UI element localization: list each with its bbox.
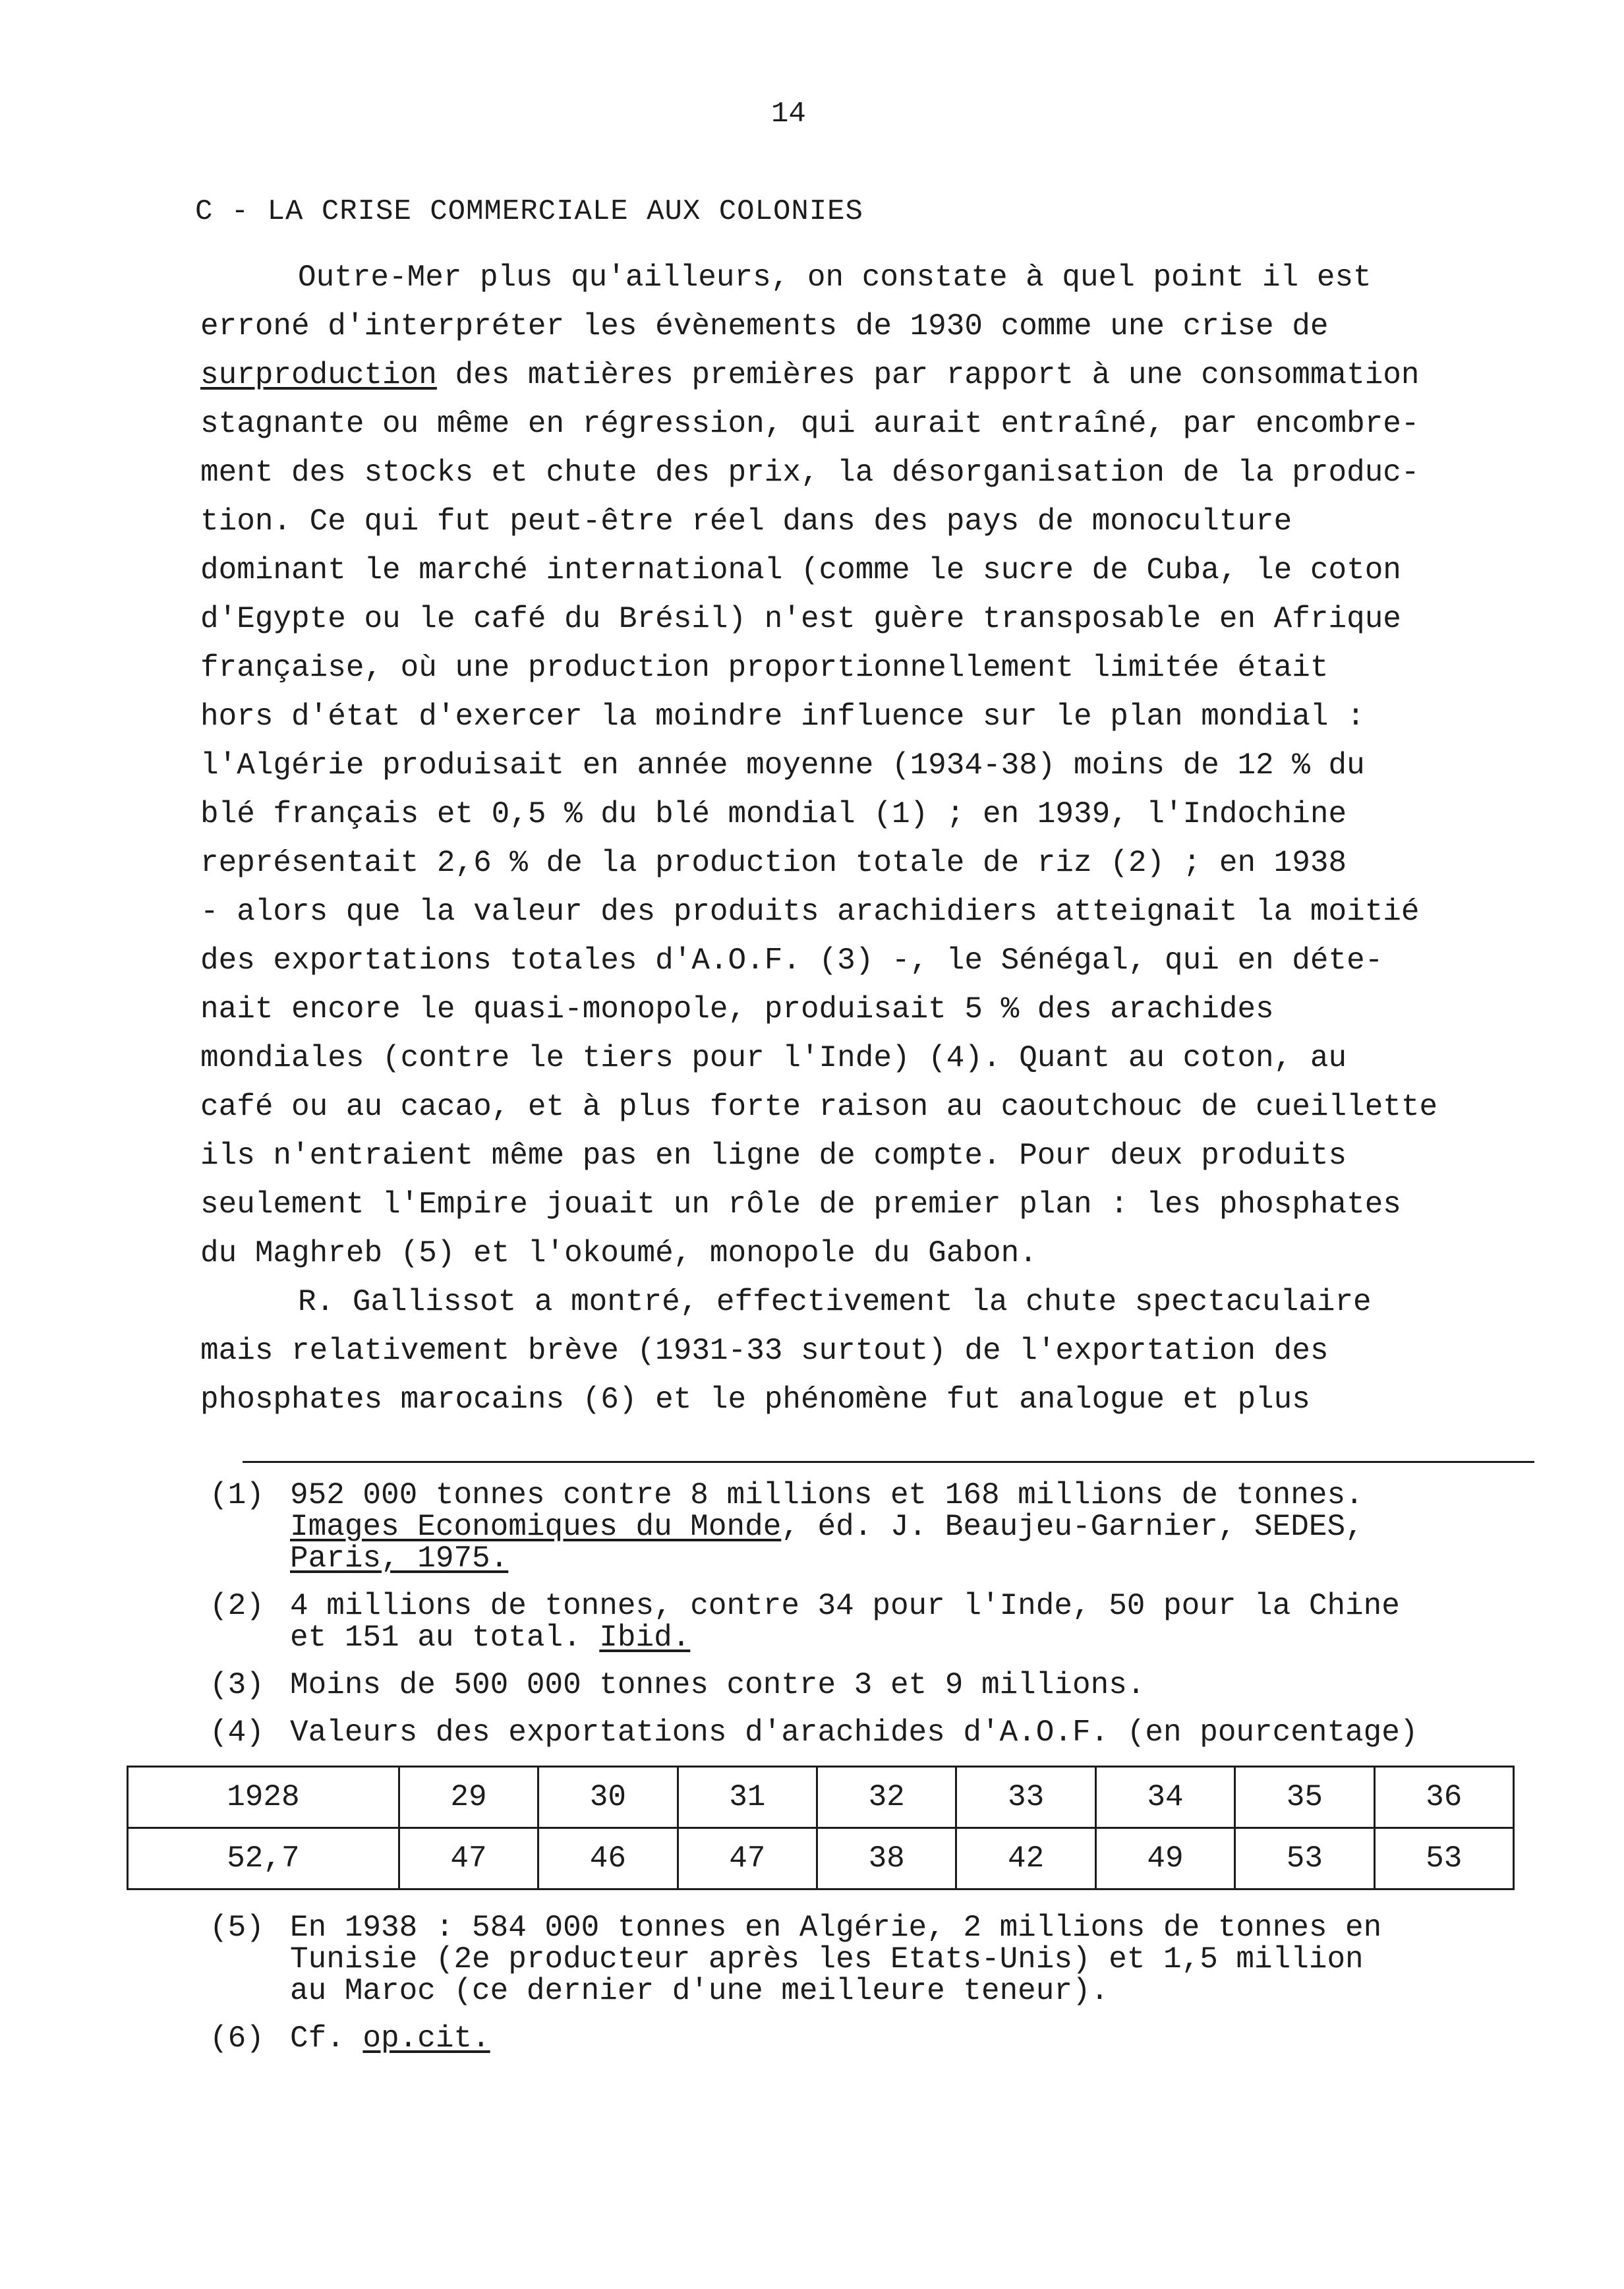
table-cell-value: 47 — [678, 1828, 817, 1889]
text-line: blé français et 0,5 % du blé mondial (1) ; en 1939, l'Indochine — [200, 797, 1347, 831]
footnote-text: au Maroc (ce dernier d'une meilleure teneur). — [290, 1974, 1109, 2008]
text-line: ils n'entraient même pas en ligne de compte. Pour deux produits — [200, 1139, 1347, 1173]
text-line: erroné d'interpréter les évènements de 1930 comme une crise de — [200, 309, 1329, 343]
text-line: française, où une production proportionnellement limitée était — [200, 651, 1329, 685]
text-line: mondiales (contre le tiers pour l'Inde) (4). Quant au coton, au — [200, 1041, 1347, 1075]
text-line: - alors que la valeur des produits arachidiers atteignait la moitié — [200, 895, 1420, 929]
footnote — [210, 1912, 1528, 2007]
text-line: l'Algérie produisait en année moyenne (1934-38) moins de 12 % du — [200, 748, 1365, 783]
table-cell-year: 31 — [678, 1767, 817, 1828]
table-cell-year: 36 — [1374, 1767, 1513, 1828]
table-cell-value: 46 — [538, 1828, 678, 1889]
text-line: mais relativement brève (1931-33 surtout) de l'exportation des — [200, 1334, 1329, 1368]
table-cell-value: 42 — [956, 1828, 1095, 1889]
table-row-values — [128, 1828, 1514, 1889]
text-line: hors d'état d'exercer la moindre influence sur le plan mondial : — [200, 699, 1365, 734]
section-heading: C - LA CRISE COMMERCIALE AUX COLONIES — [195, 195, 863, 228]
table-cell-value: 49 — [1095, 1828, 1234, 1889]
text-line: surproduction des matières premières par rapport à une consommation — [200, 358, 1420, 392]
text-line: du Maghreb (5) et l'okoumé, monopole du Gabon. — [200, 1236, 1037, 1270]
text-line: des exportations totales d'A.O.F. (3) -, le Sénégal, qui en déte- — [200, 943, 1383, 978]
reference-title: Images Economiques du Monde — [290, 1510, 782, 1544]
footnote-text: Valeurs des exportations d'arachides d'A.O.F. (en pourcentage) — [290, 1715, 1418, 1750]
footnote — [210, 1669, 1528, 1701]
footnote-divider — [243, 1461, 1534, 1463]
footnote-number: (1) — [210, 1478, 264, 1512]
op-cit-reference: op.cit. — [362, 2021, 490, 2056]
text-line: R. Gallissot a montré, effectivement la chute spectaculaire — [298, 1285, 1372, 1319]
table-cell-value: 53 — [1235, 1828, 1374, 1889]
text-line: Outre-Mer plus qu'ailleurs, on constate à quel point il est — [298, 260, 1372, 295]
footnote-text: Cf. — [290, 2021, 363, 2056]
text-line: café ou au cacao, et à plus forte raison au caoutchouc de cueillette — [200, 1090, 1438, 1124]
footnote-text: 952 000 tonnes contre 8 millions et 168 millions de tonnes. — [290, 1478, 1364, 1512]
footnote — [210, 2023, 1528, 2054]
table-cell-year: 30 — [538, 1767, 678, 1828]
table-row-years — [128, 1767, 1514, 1828]
table-cell-year: 32 — [817, 1767, 956, 1828]
text-line: d'Egypte ou le café du Brésil) n'est guère transposable en Afrique — [200, 602, 1401, 636]
footnotes — [210, 1479, 1528, 1764]
text-line: tion. Ce qui fut peut-être réel dans des pays de monoculture — [200, 504, 1292, 539]
footnote-number: (4) — [210, 1715, 264, 1750]
table-cell-value: 52,7 — [128, 1828, 399, 1889]
table-cell-year: 35 — [1235, 1767, 1374, 1828]
footnote — [210, 1590, 1528, 1653]
table-cell-value: 47 — [399, 1828, 538, 1889]
footnote — [210, 1479, 1528, 1574]
table-cell-year: 34 — [1095, 1767, 1234, 1828]
footnote-text: et 151 au total. — [290, 1620, 600, 1655]
text-line: dominant le marché international (comme le sucre de Cuba, le coton — [200, 553, 1401, 587]
text-line: seulement l'Empire jouait un rôle de premier plan : les phosphates — [200, 1187, 1401, 1222]
text-line: nait encore le quasi-monopole, produisait 5 % des arachides — [200, 992, 1274, 1026]
footnote-number: (5) — [210, 1911, 264, 1945]
main-text — [200, 253, 1519, 1424]
footnote-text: Tunisie (2e producteur après les Etats-Unis) et 1,5 million — [290, 1942, 1364, 1977]
table-cell-year: 33 — [956, 1767, 1095, 1828]
footnote — [210, 1717, 1528, 1748]
ibid-reference: Ibid. — [599, 1620, 691, 1655]
footnote-text: 4 millions de tonnes, contre 34 pour l'Inde, 50 pour la Chine — [290, 1589, 1400, 1623]
table-cell-year: 1928 — [128, 1767, 399, 1828]
footnote-text: Moins de 500 000 tonnes contre 3 et 9 millions. — [290, 1668, 1146, 1702]
reference-city: Paris, 1975. — [290, 1541, 509, 1576]
footnotes-continued — [210, 1912, 1528, 2070]
peanut-exports-table — [127, 1766, 1515, 1890]
text-line: stagnante ou même en régression, qui aurait entraîné, par encombre- — [200, 407, 1420, 441]
footnote-number: (2) — [210, 1589, 264, 1623]
table-cell-value: 38 — [817, 1828, 956, 1889]
text-line: ment des stocks et chute des prix, la désorganisation de la produc- — [200, 456, 1420, 490]
table-cell-value: 53 — [1374, 1828, 1513, 1889]
footnote-number: (3) — [210, 1668, 264, 1702]
page-number: 14 — [771, 98, 806, 131]
text-line: représentait 2,6 % de la production totale de riz (2) ; en 1938 — [200, 846, 1347, 880]
table-cell-year: 29 — [399, 1767, 538, 1828]
footnote-number: (6) — [210, 2021, 264, 2056]
text-line: phosphates marocains (6) et le phénomène fut analogue et plus — [200, 1382, 1310, 1417]
footnote-text: En 1938 : 584 000 tonnes en Algérie, 2 millions de tonnes en — [290, 1911, 1382, 1945]
underlined-word: surproduction — [200, 358, 437, 392]
footnote-text: , éd. J. Beaujeu-Garnier, SEDES, — [781, 1510, 1364, 1544]
